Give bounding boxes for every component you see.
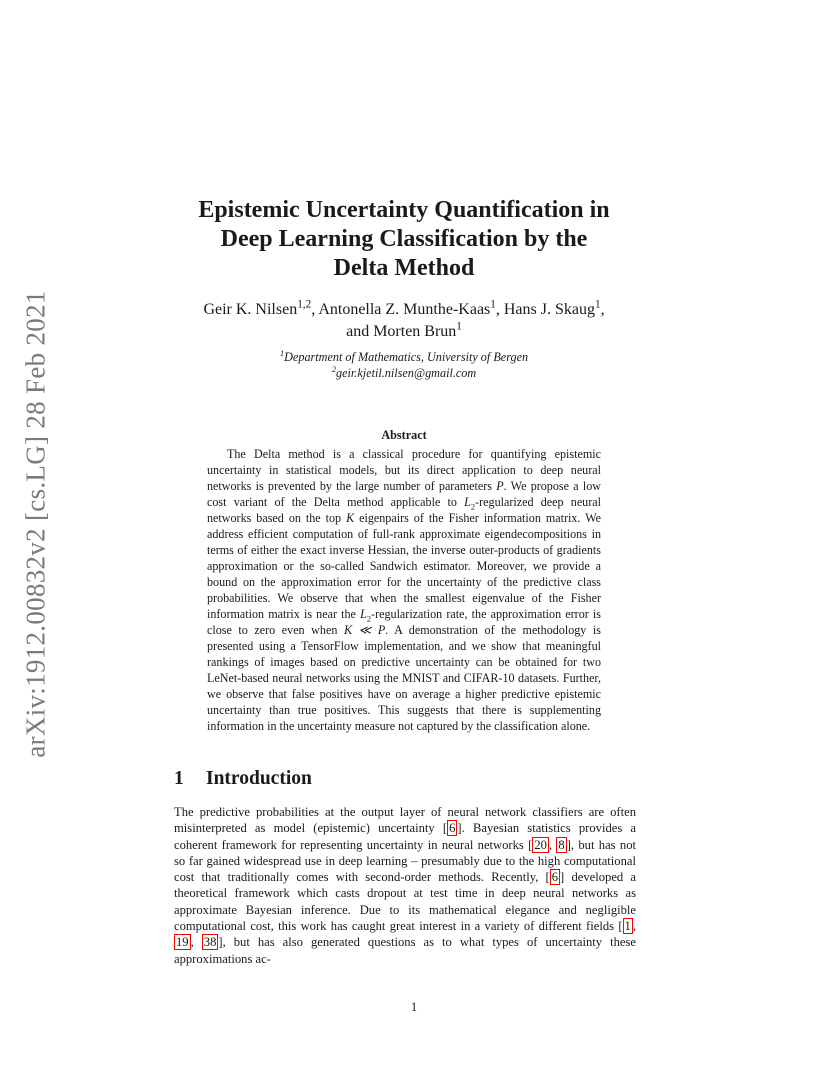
intro-paragraph: The predictive probabilities at the output layer of neural network classifiers are often misinterpreted as model (epistemic) uncertainty [ 6 ]. Bayesian statistics provides a coherent framework for representing uncertainty in neural networks [ 20 , 8 ], but has not so far gained widespread use in deep learning – presumably due to the high computational cost that traditionally comes with second-order methods. Recently, [ 6 ] developed a theoretical framework which casts dropout at test time in deep neural networks as approximate Bayesian inference. Due to its mathematical elegance and negligible computational cost, this work has caught great interest in a variety of different fields [ 1 , 19 , 38 ], but has also generated questions as to what types of uncertainty these approximations ac- — [174, 805, 636, 966]
title-line-3: Delta Method — [333, 255, 475, 281]
author-affiliation-mark: 1,2 — [297, 298, 312, 311]
affiliation-mark: 2 — [331, 363, 337, 374]
body-text: , but has also generated questions as to what types of uncertainty these approximations ac- — [174, 935, 636, 966]
title-line-1: Epistemic Uncertainty Quantification in — [198, 197, 610, 223]
paper-title — [150, 196, 658, 283]
author-affiliation-mark: 1 — [594, 298, 601, 311]
section-title: Introduction — [206, 768, 312, 789]
math-subscript: 2 — [366, 613, 372, 624]
affiliation-university: Department of Mathematics, University of Bergen — [284, 350, 529, 364]
body-text: The predictive probabilities at the output layer of neural network classifiers are often misinterpreted as model (epistemic) uncertainty — [174, 805, 636, 836]
author-name: Antonella Z. Munthe-Kaas — [318, 301, 491, 318]
abstract-paragraph — [207, 446, 601, 734]
abstract-text: -regularized deep neural networks based on the top — [207, 495, 601, 525]
body-text: . Bayesian statistics provides a coherent framework for representing uncertainty in neural networks — [174, 821, 636, 852]
affiliations — [150, 347, 658, 381]
citation-link[interactable]: 38 — [203, 935, 217, 950]
citation-link[interactable]: 19 — [176, 935, 189, 950]
citation-link[interactable]: 20 — [534, 837, 547, 852]
citation-link[interactable]: 6 — [551, 870, 559, 885]
title-line-2: Deep Learning Classification by the — [220, 226, 588, 252]
author-affiliation-mark: 1 — [490, 298, 496, 311]
body-text: , but has not so far gained widespread use in deep learning – presumably due to the high computational cost that traditionally comes with second-order methods. Recently, — [174, 837, 636, 885]
body-text: developed a theoretical framework which casts dropout at test time in deep neural networks as approximate Bayesian inference. Due to its mathematical elegance and negligible computational cost, this work has caught great interest in a variety of different fields — [174, 870, 636, 934]
author-name: and Morten Brun — [346, 323, 457, 340]
affiliation-email: geir.kjetil.nilsen@gmail.com — [336, 365, 477, 380]
abstract-text: . A demonstration of the methodology is presented using a TensorFlow implementation, and we show that meaningful rankings of images based on predictive uncertainty can be obtained for two LeNet-based neural networks using the MNIST and CIFAR-10 datasets. Further, we observe that false positives have on average a higher predictive epistemic uncertainty than true positives. This suggests that there is supplementing information in the uncertainty measure not captured by the classification alone. — [207, 623, 601, 733]
abstract-text: -regularization rate, the approximation error is close to zero even when — [207, 607, 601, 637]
abstract-text: The Delta method is a classical procedure for quantifying epistemic uncertainty in statistical models, but its direct application to deep neural networks is prevented by the large number of parameters — [207, 447, 601, 493]
section-number: 1 — [174, 768, 184, 789]
author-affiliation-mark: 1 — [456, 320, 462, 333]
math-symbol: K — [346, 511, 355, 525]
affiliation-mark: 1 — [279, 347, 285, 358]
citation-link[interactable]: 6 — [449, 821, 456, 836]
author-name: Geir K. Nilsen — [203, 301, 298, 318]
abstract-text: eigenpairs of the Fisher information matrix. We address efficient computation of full-rank approximate eigendecompositions in terms of either the exact inverse Hessian, the inverse outer-products of gradients approximation or the so-called Sandwich estimator. Moreover, we provide a bound on the approximation error for the uncertainty of the predictive class probabilities. We observe that when the smallest eigenvalue of the Fisher information matrix is near the — [207, 511, 602, 621]
citation-link[interactable]: 1 — [624, 919, 631, 934]
math-expression: K ≪ P — [343, 623, 386, 637]
abstract-text: . We propose a low cost variant of the Delta method applicable to — [207, 479, 601, 509]
author-name: Hans J. Skaug — [503, 301, 595, 318]
section-heading — [174, 768, 312, 790]
arxiv-identifier: arXiv:1912.00832v2 [cs.LG] 28 Feb 2021 — [20, 290, 51, 758]
math-symbol: P — [496, 479, 504, 493]
arxiv-sidebar — [16, 288, 56, 760]
math-subscript: 2 — [470, 501, 476, 512]
math-symbol: L — [360, 607, 367, 621]
abstract-heading: Abstract — [381, 428, 427, 442]
abstract-body — [207, 446, 601, 734]
math-symbol: L — [464, 495, 471, 509]
page-number: 1 — [410, 1000, 418, 1014]
citation-link[interactable]: 8 — [558, 837, 565, 852]
author-list: Geir K. Nilsen$^{1,2}$, Antonella Z. Munthe-Kaas$^1$, Hans J. Skaug$^1$, and Morten Brun$^1$ — [203, 298, 605, 340]
